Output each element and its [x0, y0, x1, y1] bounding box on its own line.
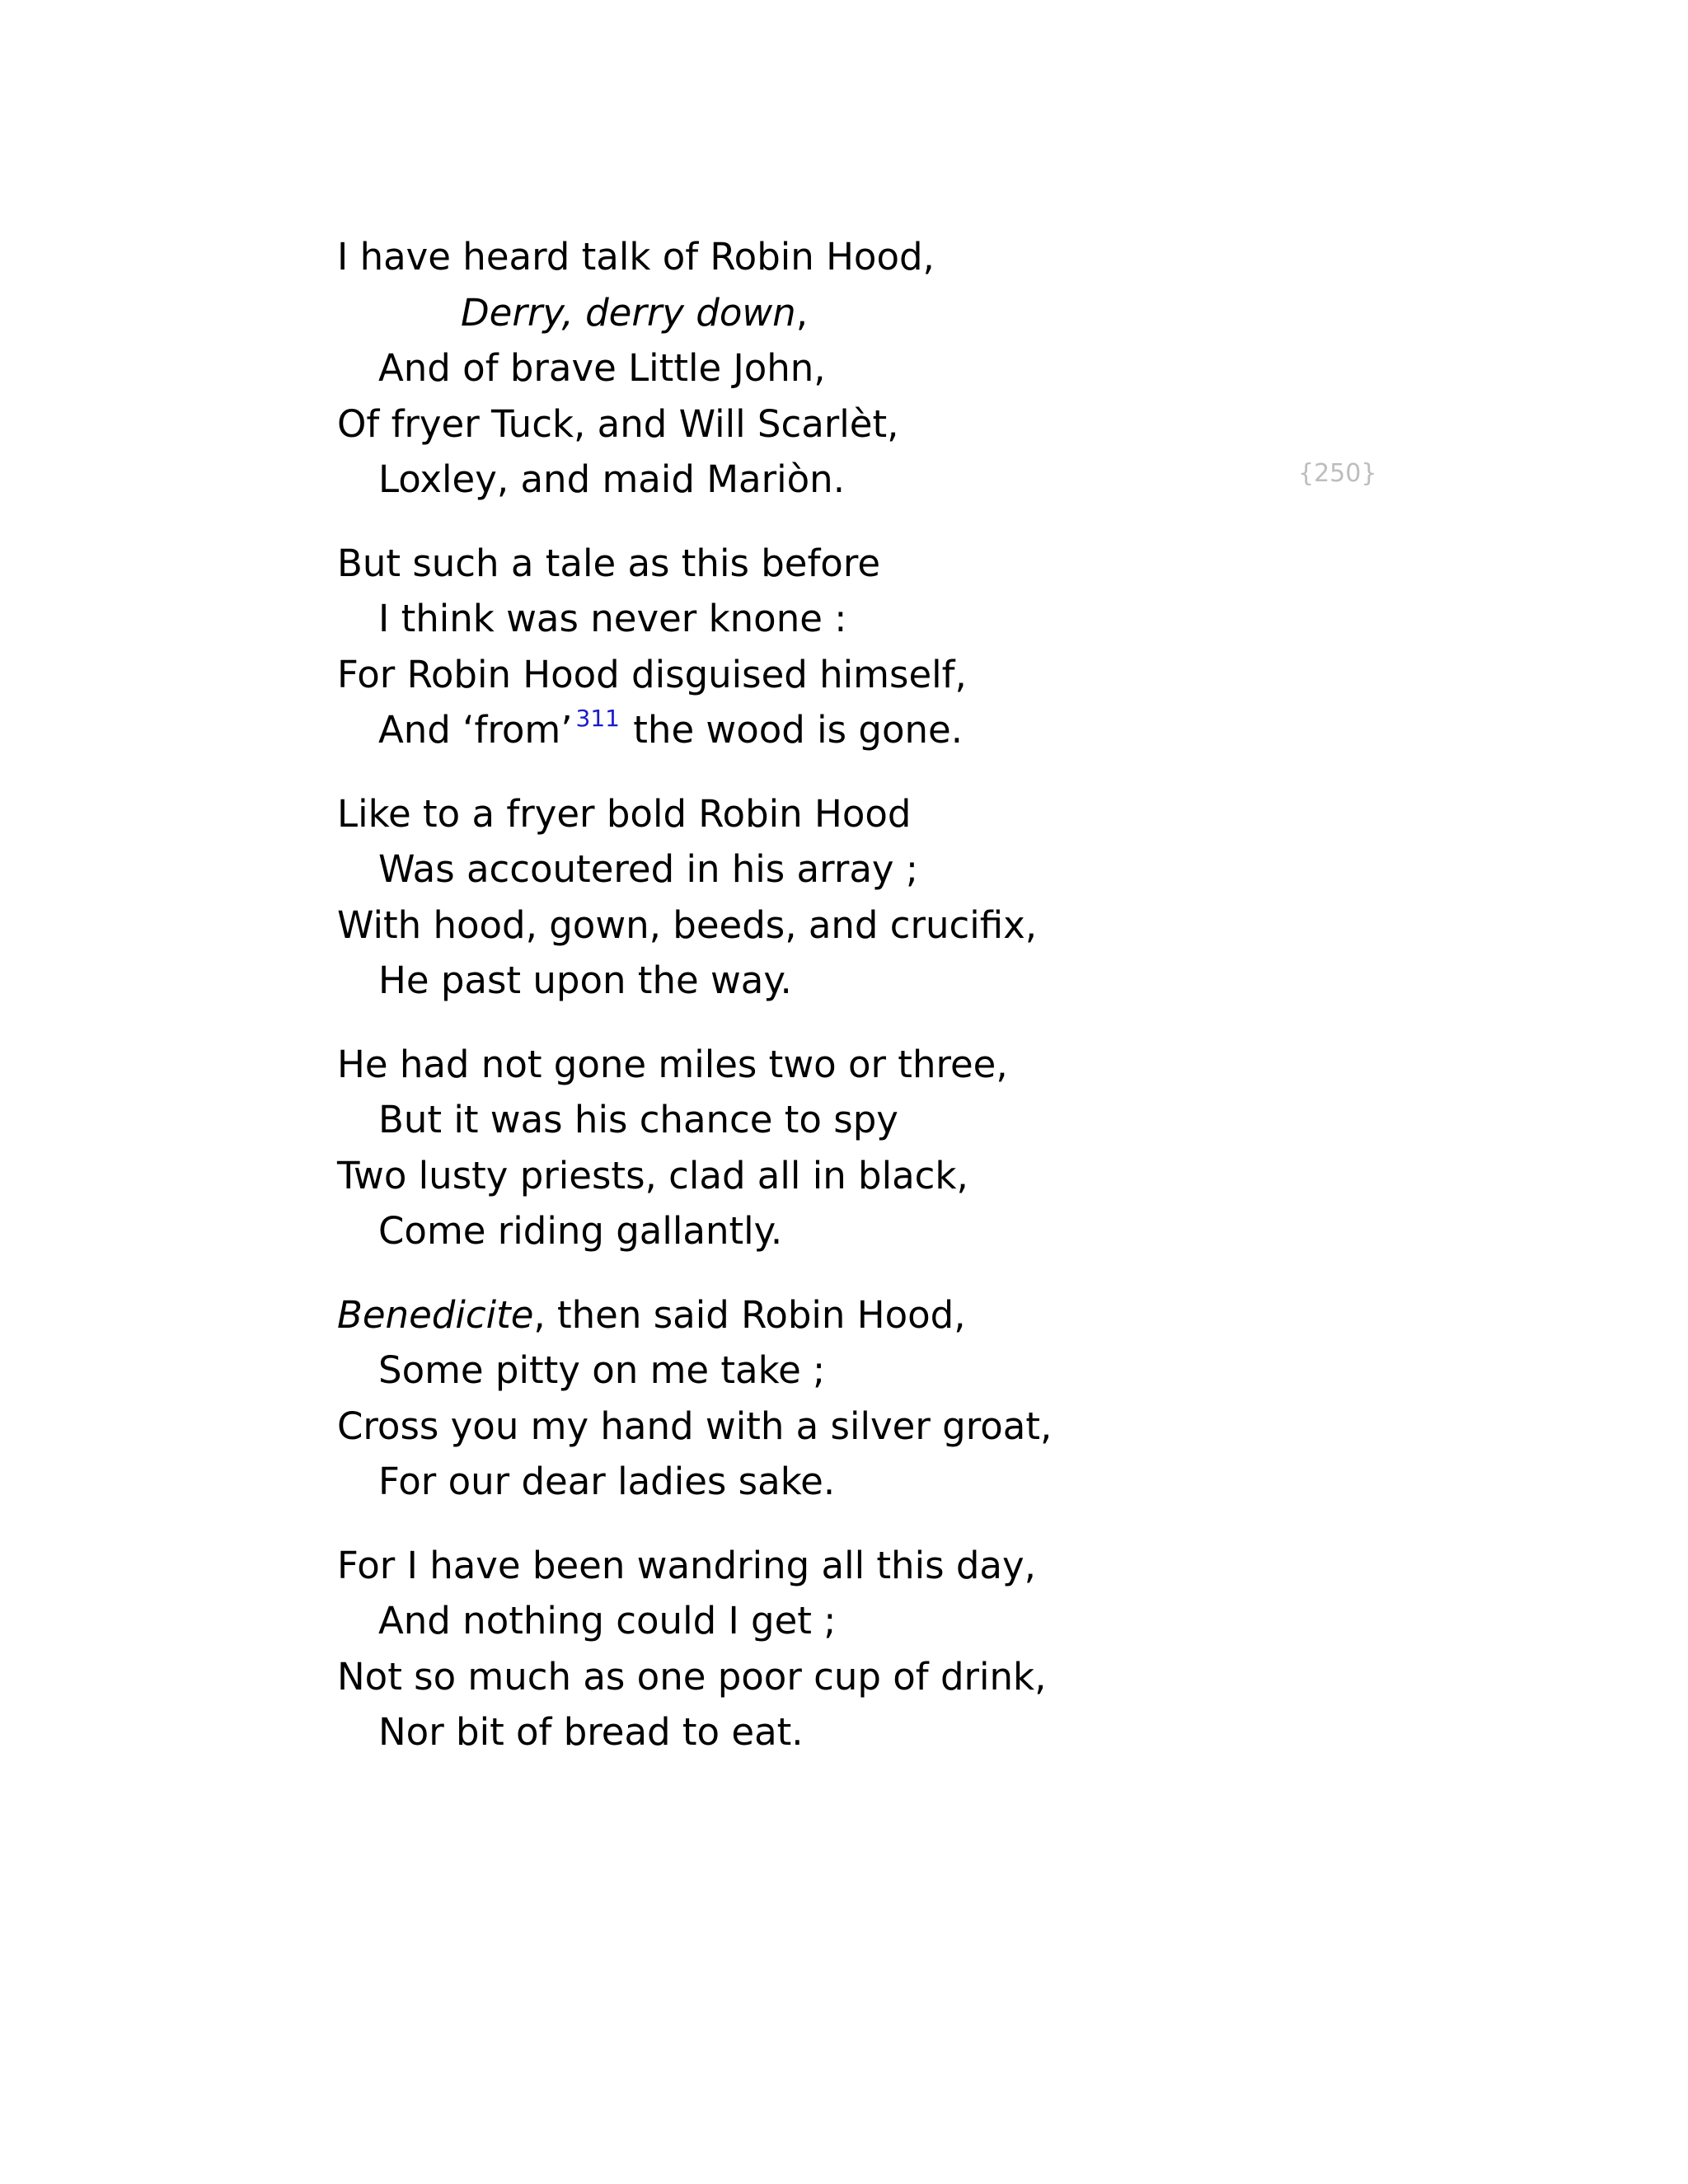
- verse-line: And nothing could I get ;: [378, 1599, 837, 1643]
- page-number: {250}: [1298, 459, 1377, 488]
- verse-line: But such a tale as this before: [337, 541, 881, 585]
- latin-word: Benedicite: [337, 1292, 534, 1337]
- verse-line: [337, 1287, 1326, 1343]
- verse-line: He past upon the way.: [378, 958, 792, 1002]
- verse-line: But it was his chance to spy: [378, 1098, 898, 1141]
- verse-text: the wood is gone.: [621, 708, 964, 752]
- verse-line: Not so much as one poor cup of drink,: [337, 1654, 1047, 1699]
- stanza-6: [337, 1538, 1326, 1760]
- verse-line: For our dear ladies sake.: [378, 1460, 836, 1503]
- refrain-line: [337, 285, 1326, 341]
- verse-line: Nor bit of bread to eat.: [378, 1710, 804, 1754]
- verse-line: I have heard talk of Robin Hood,: [337, 235, 935, 279]
- verse-line: And of brave Little John,: [378, 346, 826, 390]
- verse-line: Cross you my hand with a silver groat,: [337, 1404, 1053, 1448]
- stanza-3: [337, 786, 1326, 1009]
- verse-line: Was accoutered in his array ;: [378, 847, 919, 891]
- verse-line: I think was never knone :: [378, 597, 847, 640]
- verse-line: Some pitty on me take ;: [378, 1348, 826, 1392]
- refrain-punctuation: ,: [795, 290, 809, 335]
- verse-line: Come riding gallantly.: [378, 1209, 783, 1253]
- verse-text: , then said Robin Hood,: [533, 1292, 966, 1337]
- verse-line: Two lusty priests, clad all in black,: [337, 1153, 968, 1197]
- verse-line: Of fryer Tuck, and Will Scarlèt,: [337, 401, 899, 446]
- verse-line: Loxley, and maid Mariòn.: [378, 457, 845, 501]
- verse-line: With hood, gown, beeds, and crucifix,: [337, 902, 1038, 947]
- verse-line-with-footnote: [337, 702, 1326, 758]
- stanza-4: [337, 1037, 1326, 1259]
- refrain-text: Derry, derry down: [461, 290, 796, 335]
- poem: [337, 229, 1326, 1788]
- stanza-1: [337, 229, 1326, 508]
- stanza-2: [337, 536, 1326, 758]
- verse-line: Like to a fryer bold Robin Hood: [337, 791, 912, 836]
- stanza-5: [337, 1287, 1326, 1510]
- verse-line: For I have been wandring all this day,: [337, 1543, 1036, 1587]
- verse-line: He had not gone miles two or three,: [337, 1042, 1008, 1086]
- verse-text: And ‘from’: [378, 708, 573, 752]
- verse-line: For Robin Hood disguised himself,: [337, 652, 967, 696]
- footnote-link[interactable]: 311: [575, 705, 620, 732]
